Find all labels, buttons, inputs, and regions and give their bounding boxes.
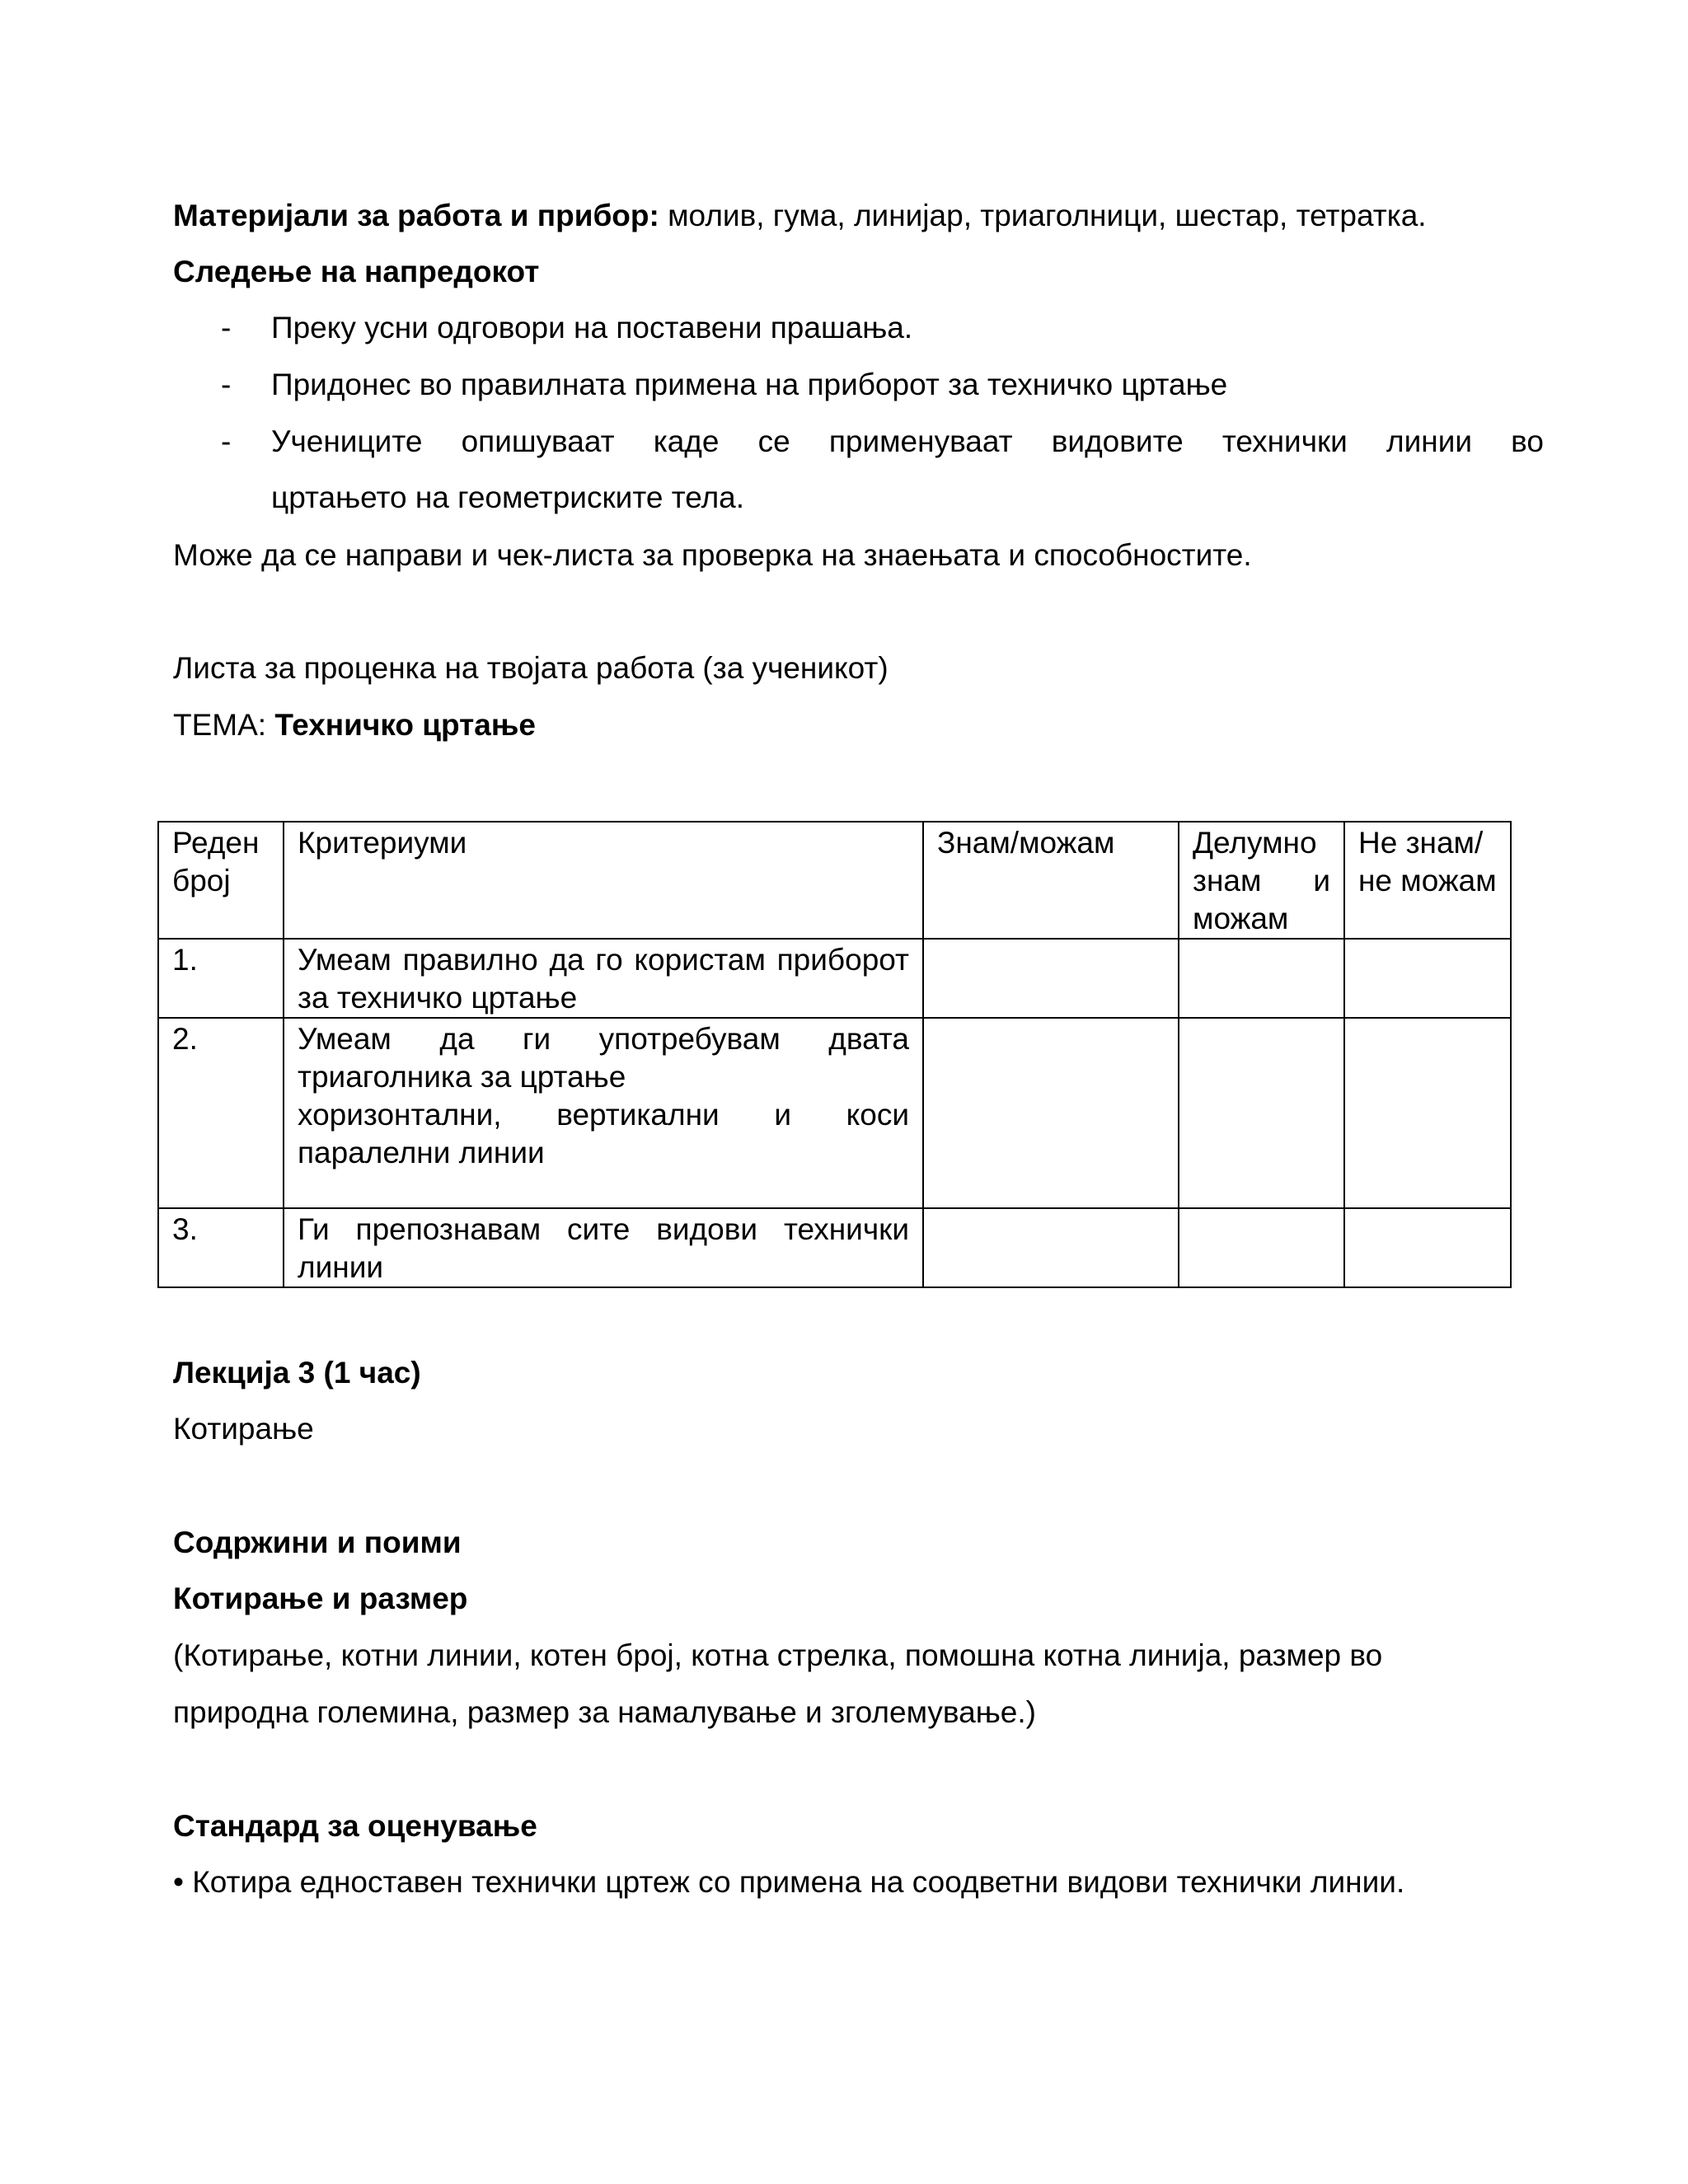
contents-text-line-1: (Котирање, котни линии, котен број, котна стрелка, помошна котна линија, размер во — [173, 1638, 1383, 1672]
row-criteria — [284, 1018, 923, 1208]
cell-partially — [1179, 1018, 1344, 1208]
row-number: 1. — [158, 939, 284, 1018]
lesson-name: Котирање — [173, 1412, 314, 1446]
criteria-part-1: Умеам да ги употребувам двата триаголника за цртање — [298, 1022, 909, 1094]
cell-know — [923, 1018, 1179, 1208]
contents-text-line-2: природна големина, размер за намалување и зголемување.) — [173, 1695, 1036, 1729]
checklist-note: Може да се направи и чек-листа за проверка на знаењата и способностите. — [173, 538, 1252, 572]
theme-label: ТЕМА: — [173, 708, 275, 742]
progress-heading: Следење на напредокот — [173, 255, 540, 288]
criteria-part-2: хоризонтални, вертикални и коси паралелни линии — [298, 1098, 909, 1169]
materials-text: молив, гума, линијар, триаголници, шестар, тетратка. — [659, 199, 1427, 232]
header-dont-know: Не знам/не можам — [1344, 822, 1511, 939]
table-row — [158, 1018, 1511, 1208]
cell-know — [923, 939, 1179, 1018]
cell-partially — [1179, 939, 1344, 1018]
table-row — [158, 1208, 1511, 1287]
cell-know — [923, 1208, 1179, 1287]
bullet-dash: - — [221, 311, 232, 344]
cell-dont-know — [1344, 1208, 1511, 1287]
header-partially: Делумно знам и можам — [1179, 822, 1344, 939]
theme-line — [173, 705, 536, 745]
materials-label: Материјали за работа и прибор: — [173, 199, 659, 232]
cell-dont-know — [1344, 939, 1511, 1018]
assessment-table — [157, 821, 1512, 1288]
header-criteria: Критериуми — [284, 822, 923, 939]
bullet-dash: - — [221, 424, 232, 458]
progress-bullet-3-continued: цртањето на геометриските тела. — [271, 480, 745, 514]
contents-heading: Содржини и поими — [173, 1526, 462, 1559]
contents-subheading: Котирање и размер — [173, 1582, 468, 1615]
row-number: 2. — [158, 1018, 284, 1208]
progress-bullet-2: Придонес во правилната примена на приборот за техничко цртање — [271, 368, 1228, 401]
header-number: Реден број — [158, 822, 284, 939]
cell-dont-know — [1344, 1018, 1511, 1208]
lesson-title: Лекција 3 (1 час) — [173, 1356, 421, 1390]
bullet-dash: - — [221, 368, 232, 401]
materials-line — [173, 196, 1427, 236]
progress-bullet-3: Учениците опишуваат каде се применуваат видовите технички линии во — [271, 424, 1544, 458]
standard-bullet: • Котира едноставен технички цртеж со примена на соодветни видови технички линии. — [173, 1865, 1405, 1899]
header-know: Знам/можам — [923, 822, 1179, 939]
progress-bullet-1: Преку усни одговори на поставени прашања. — [271, 311, 913, 344]
assessment-list-title: Листа за проценка на твојата работа (за ученикот) — [173, 651, 889, 685]
row-number: 3. — [158, 1208, 284, 1287]
standard-heading: Стандард за оценување — [173, 1809, 537, 1843]
theme-value: Техничко цртање — [274, 708, 536, 742]
row-criteria: Умеам правилно да го користам приборот за техничко цртање — [284, 939, 923, 1018]
cell-partially — [1179, 1208, 1344, 1287]
row-criteria: Ги препознавам сите видови технички линии — [284, 1208, 923, 1287]
table-row — [158, 939, 1511, 1018]
table-header-row — [158, 822, 1511, 939]
